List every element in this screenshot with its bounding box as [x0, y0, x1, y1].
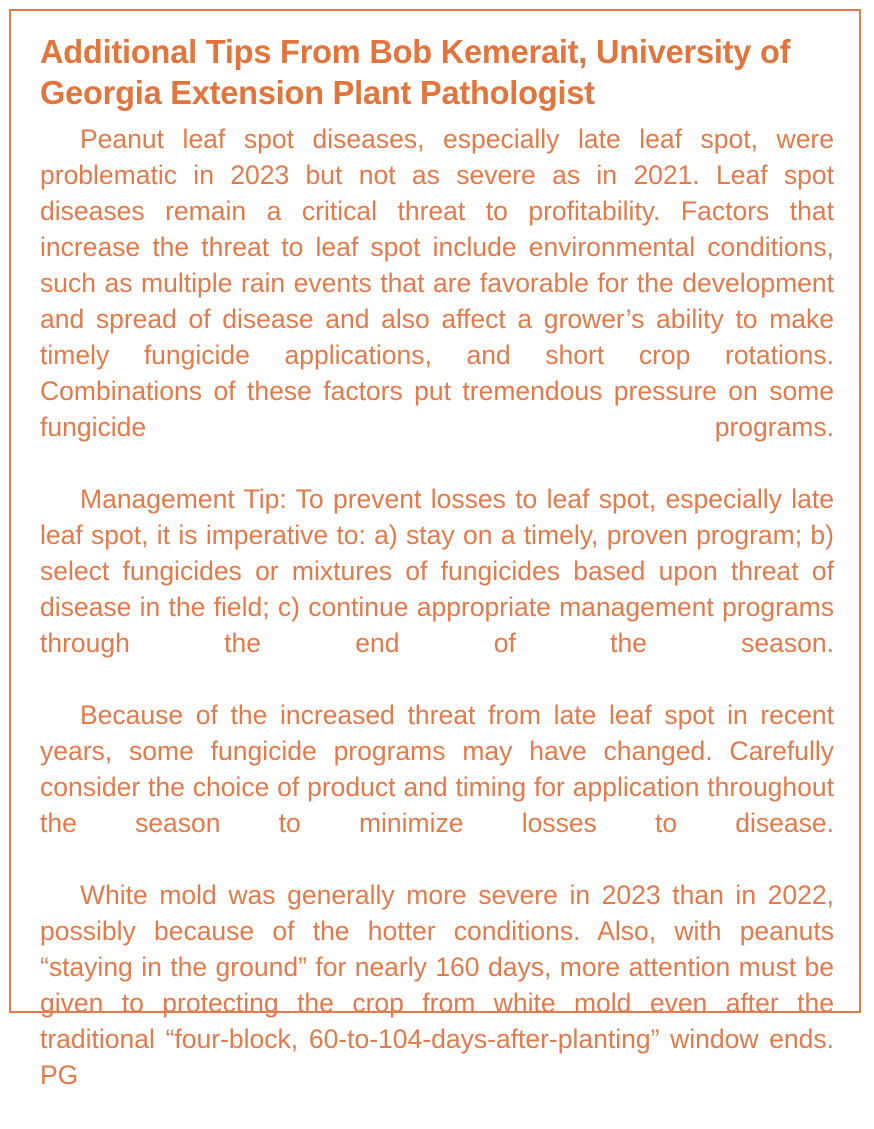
paragraph-leaf-spot-overview: Peanut leaf spot diseases, especially late leaf spot, were problematic in 2023 but not as severe as in 2021. Leaf spot diseases remain a critical threat to profitability. Factors that increase the threat to leaf spot include environmental conditions, such as multiple rain events that are favorable for the development and spread of disease and also affect a grower’s ability to make timely fungicide applications, and short crop rotations. Combinations of these factors put tremendous pressure on some fungicide programs.	[40, 124, 834, 442]
paragraph-fungicide-programs: Because of the increased threat from late leaf spot in recent years, some fungicide programs may have changed. Carefully consider the choice of product and timing for application throughout the season to minimize losses to disease.	[40, 700, 834, 838]
callout-content	[40, 31, 834, 1129]
paragraph-white-mold: White mold was generally more severe in 2023 than in 2022, possibly because of the hotter conditions. Also, with peanuts “staying in the ground” for nearly 160 days, more attention must be given to protecting the crop from white mold even after the traditional “four-block, 60-to-104-days-after-planting” window ends. PG	[40, 880, 834, 1090]
paragraph-management-tip: Management Tip: To prevent losses to leaf spot, especially late leaf spot, it is imperative to: a) stay on a timely, proven program; b) select fungicides or mixtures of fungicides based upon threat of disease in the field; c) continue appropriate management programs through the end of the season.	[40, 484, 834, 658]
tips-callout-box	[9, 9, 861, 1090]
page-title: Additional Tips From Bob Kemerait, University of Georgia Extension Plant Pathologist	[40, 33, 791, 111]
